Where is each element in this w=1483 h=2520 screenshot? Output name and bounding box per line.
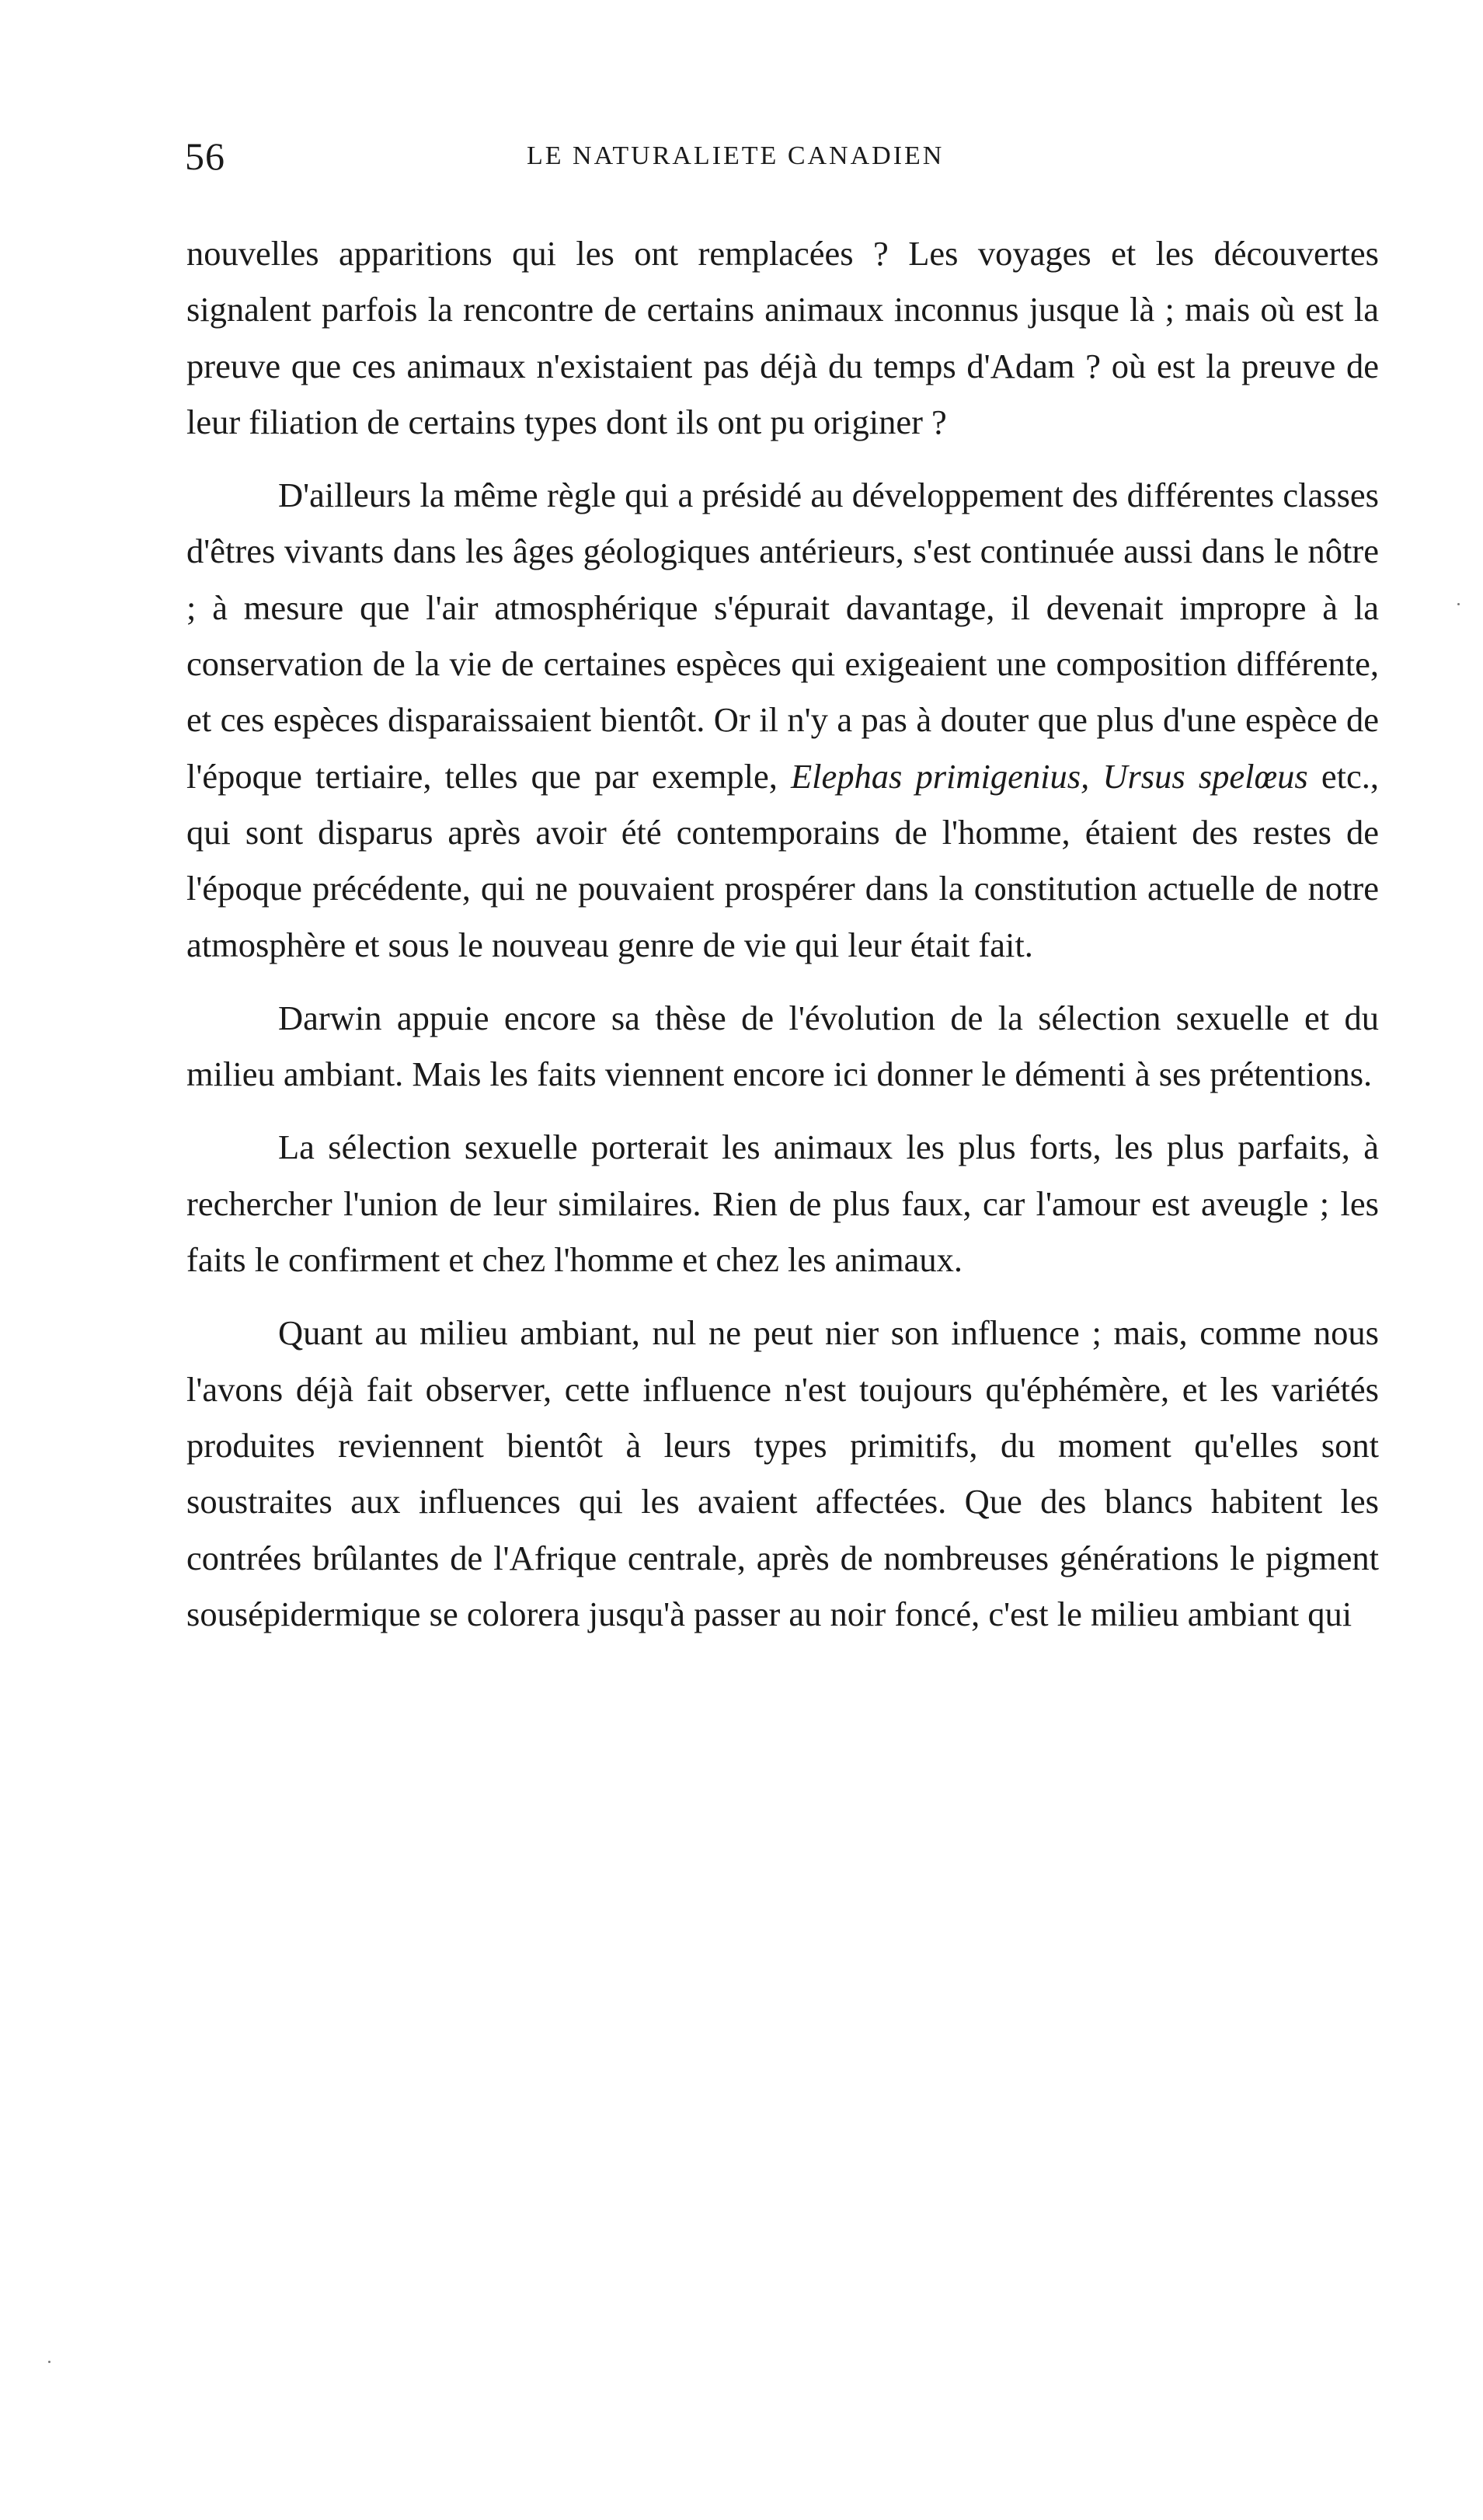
running-head [185,134,1389,180]
paragraph-2-text-a: D'ailleurs la même règle qui a présidé au développement des différentes classes d'êtres vivants dans les âges géologiques antérieurs, s'est continuée aussi dans le nôtre ; à mesure que l'air atmosphérique s'épurait davantage, il devenait impropre à la conservation de la vie de certaines espèces qui exigeaient une composition différente, et ces espèces disparaissaient bientôt. Or il n'y a pas à douter que plus d'une espèce de l'époque tertiaire, telles que par exemple, [186,476,1379,796]
page-speck [48,2361,50,2363]
paragraph-2-text-b: etc., qui sont disparus après avoir été contemporains de l'homme, étaient des restes de l'époque précédente, qui ne pouvaient prospérer dans la constitution actuelle de notre atmosphère et sous le nouveau genre de vie qui leur était fait. [186,756,1379,964]
paragraph-1 [186,225,1379,450]
paragraph-5 [186,1305,1379,1642]
paragraph-2 [186,467,1379,973]
page-number: 56 [185,134,225,178]
journal-title: LE NATURALIETE CANADIEN [527,141,945,170]
paragraph-1-text: nouvelles apparitions qui les ont remplacées ? Les voyages et les découvertes signalent parfois la rencontre de certains animaux inconnus jusque là ; mais où est la preuve que ces animaux n'existaient pas déjà du temps d'Adam ? où est la preuve de leur filiation de certains types dont ils ont pu originer ? [186,234,1379,441]
paragraph-3 [186,990,1379,1103]
paragraph-5-text: Quant au milieu ambiant, nul ne peut nier son influence ; mais, comme nous l'avons déjà fait observer, cette influence n'est toujours qu'éphémère, et les variétés produites reviennent bientôt à leurs types primitifs, du moment qu'elles sont soustraites aux influences qui les avaient affectées. Que des blancs habitent les contrées brûlantes de l'Afrique centrale, après de nombreuses générations le pigment sousépidermique se colorera jusqu'à passer au noir foncé, c'est le milieu ambiant qui [186,1313,1379,1633]
paragraph-4 [186,1119,1379,1288]
species-names-italic: Elephas primigenius, Ursus spelœus [790,756,1308,796]
paragraph-3-text: Darwin appuie encore sa thèse de l'évolution de la sélection sexuelle et du milieu ambiant. Mais les faits viennent encore ici donner le démenti à ses prétentions. [186,998,1379,1094]
paragraph-4-text: La sélection sexuelle porterait les animaux les plus forts, les plus parfaits, à rechercher l'union de leur similaires. Rien de plus faux, car l'amour est aveugle ; les faits le confirment et chez l'homme et chez les animaux. [186,1128,1379,1280]
page-speck [1457,603,1460,605]
body-text [186,225,1379,1659]
